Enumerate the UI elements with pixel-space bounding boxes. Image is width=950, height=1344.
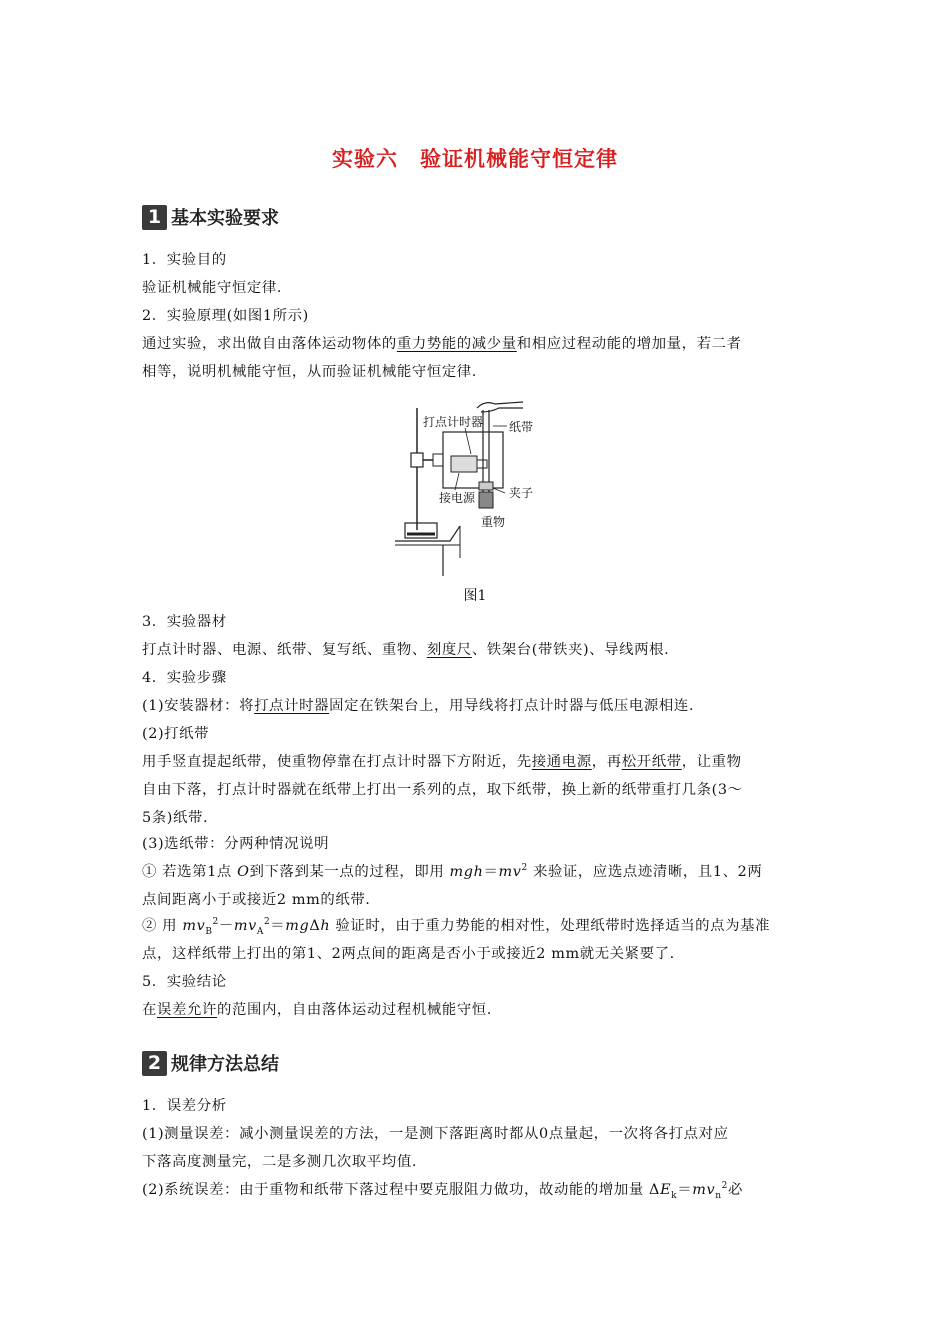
section-number-badge: 1 bbox=[142, 205, 167, 230]
section-number-badge: 2 bbox=[142, 1051, 167, 1076]
text: ，再 bbox=[591, 754, 622, 770]
text: 、铁架台(带铁夹)、导线两根. bbox=[471, 642, 670, 658]
text: ＝ bbox=[677, 1182, 693, 1198]
paragraph: (2)打纸带 bbox=[142, 726, 210, 742]
math: mv bbox=[498, 864, 522, 880]
text: 必 bbox=[727, 1182, 743, 1198]
math: A bbox=[256, 926, 264, 937]
paragraph bbox=[142, 640, 812, 660]
paragraph bbox=[142, 916, 812, 936]
math: 2 bbox=[263, 917, 271, 928]
text: Δ bbox=[309, 918, 321, 934]
timer-pin bbox=[477, 460, 487, 468]
paragraph: 点间距离小于或接近2 mm的纸带. bbox=[142, 892, 371, 908]
math: mv bbox=[692, 1182, 716, 1198]
paragraph: 下落高度测量完，二是多测几次取平均值. bbox=[142, 1154, 418, 1170]
clamp-head bbox=[433, 454, 443, 466]
label-tape: 纸带 bbox=[509, 420, 534, 434]
text: 的范围内，自由落体运动过程机械能守恒. bbox=[216, 1002, 492, 1018]
clamp bbox=[411, 453, 423, 467]
text: 来验证，应选点迹清晰，且1、2两 bbox=[527, 864, 763, 880]
math: k bbox=[671, 1190, 678, 1201]
section-title: 规律方法总结 bbox=[171, 1054, 279, 1075]
text: ② 用 bbox=[142, 918, 183, 934]
leader-line bbox=[493, 488, 505, 493]
text: ① 若选第1点 bbox=[142, 864, 238, 880]
math: mv bbox=[182, 918, 206, 934]
underlined-term: 刻度尺 bbox=[426, 642, 472, 658]
paragraph bbox=[142, 334, 812, 354]
math: n bbox=[715, 1190, 722, 1201]
text: 通过实验，求出做自由落体运动物体的 bbox=[142, 336, 397, 352]
section-heading-1 bbox=[142, 203, 279, 231]
paragraph: 4．实验步骤 bbox=[142, 670, 227, 686]
underlined-term: 误差允许 bbox=[157, 1002, 217, 1018]
text: 到下落到某一点的过程，即用 bbox=[249, 864, 450, 880]
text: ＝ bbox=[270, 918, 286, 934]
paragraph bbox=[142, 1000, 812, 1020]
hand bbox=[481, 408, 523, 412]
section-title: 基本实验要求 bbox=[171, 208, 279, 229]
paragraph: 5条)纸带. bbox=[142, 810, 209, 826]
clip bbox=[479, 482, 493, 490]
text: 固定在铁架台上，用导线将打点计时器与低压电源相连. bbox=[329, 698, 695, 714]
paragraph: 1．误差分析 bbox=[142, 1098, 227, 1114]
text: 用手竖直提起纸带，使重物停靠在打点计时器下方附近，先 bbox=[142, 754, 532, 770]
paragraph: 3．实验器材 bbox=[142, 614, 227, 630]
text: 打点计时器、电源、纸带、复写纸、重物、 bbox=[142, 642, 427, 658]
paragraph: 1．实验目的 bbox=[142, 252, 227, 268]
label-weight: 重物 bbox=[481, 515, 506, 529]
text: ＝ bbox=[483, 864, 499, 880]
math: mv bbox=[233, 918, 257, 934]
weight bbox=[479, 492, 493, 508]
label-power: 接电源 bbox=[439, 491, 476, 505]
text: 验证时，由于重力势能的相对性，处理纸带时选择适当的点为基准 bbox=[330, 918, 771, 934]
math: B bbox=[205, 926, 213, 937]
math: O bbox=[237, 864, 250, 880]
paragraph: 相等，说明机械能守恒，从而验证机械能守恒定律. bbox=[142, 364, 477, 380]
paragraph: 5．实验结论 bbox=[142, 974, 227, 990]
label-clip: 夹子 bbox=[509, 486, 534, 500]
underlined-term: 打点计时器 bbox=[254, 698, 330, 714]
paragraph bbox=[142, 862, 812, 882]
math: E bbox=[660, 1182, 672, 1198]
paragraph bbox=[142, 752, 812, 772]
text: 在 bbox=[142, 1002, 157, 1018]
page-title: 实验六 验证机械能守恒定律 bbox=[332, 147, 618, 171]
underlined-term: 松开纸带 bbox=[621, 754, 682, 770]
paragraph: (3)选纸带：分两种情况说明 bbox=[142, 836, 330, 852]
paragraph bbox=[142, 1180, 812, 1200]
math: h bbox=[320, 918, 331, 934]
label-timer: 打点计时器 bbox=[423, 415, 484, 429]
text: ，让重物 bbox=[681, 754, 742, 770]
math: mgh bbox=[449, 864, 484, 880]
math: 2 bbox=[212, 917, 219, 928]
apparatus-figure bbox=[395, 398, 585, 578]
math: mg bbox=[285, 918, 310, 934]
math: 2 bbox=[521, 863, 528, 874]
paragraph: (1)测量误差：减小测量误差的方法，一是测下落距离时都从0点量起，一次将各打点对应 bbox=[142, 1126, 729, 1142]
text: (1)安装器材：将 bbox=[142, 698, 255, 714]
section-heading-2 bbox=[142, 1049, 279, 1077]
underlined-term: 重力势能的减少量 bbox=[396, 336, 517, 352]
apparatus-diagram bbox=[395, 398, 585, 578]
paragraph: 点，这样纸带上打出的第1、2两点间的距离是否小于或接近2 mm就无关紧要了. bbox=[142, 946, 675, 962]
hand bbox=[477, 402, 523, 408]
paragraph: 2．实验原理(如图1所示) bbox=[142, 308, 309, 324]
text: (2)系统误差：由于重物和纸带下落过程中要克服阻力做功，故动能的增加量 Δ bbox=[142, 1182, 661, 1198]
underlined-term: 接通电源 bbox=[531, 754, 592, 770]
math: 2 bbox=[721, 1181, 728, 1192]
paragraph bbox=[142, 696, 812, 716]
paragraph: 验证机械能守恒定律. bbox=[142, 280, 283, 296]
stand-base bbox=[405, 523, 437, 538]
text: 和相应过程动能的增加量，若二者 bbox=[516, 336, 742, 352]
text: － bbox=[218, 918, 234, 934]
timer-coil bbox=[451, 456, 477, 472]
figure-caption: 图1 bbox=[463, 588, 487, 604]
paragraph: 自由下落，打点计时器就在纸带上打出一系列的点，取下纸带，换上新的纸带重打几条(3～ bbox=[142, 782, 743, 798]
